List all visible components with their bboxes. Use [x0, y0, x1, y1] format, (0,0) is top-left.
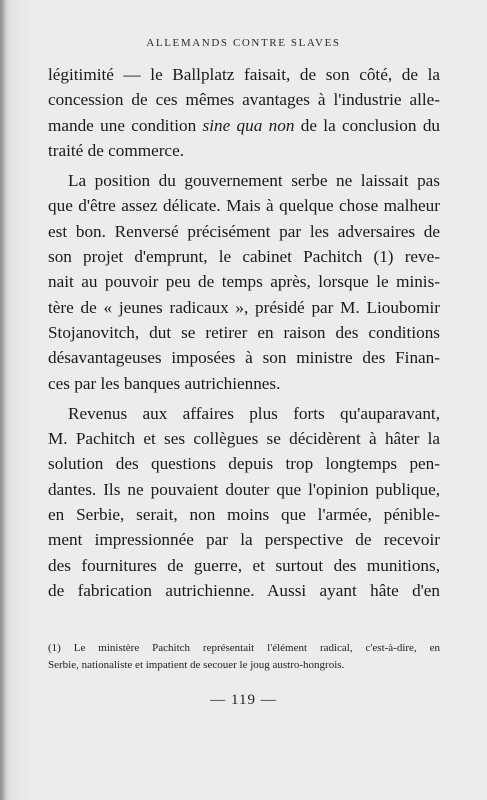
- text-line: La position du gouvernement serbe ne laissait pas: [68, 171, 440, 191]
- text-line: que d'être assez délicate. Mais à quelque chose malheur: [48, 196, 440, 216]
- running-head: ALLEMANDS CONTRE SLAVES: [146, 37, 341, 49]
- text-line: légitimité — le Ballplatz faisait, de son côté, de la: [48, 65, 440, 84]
- text-line: de fabrication autrichienne. Aussi ayant hâte d'en: [48, 580, 440, 600]
- text-line: concession de ces mêmes avantages à l'industrie alle-: [48, 90, 440, 110]
- page-number: — 119 —: [210, 692, 277, 708]
- latin-phrase: sine qua non: [202, 115, 295, 135]
- text-line: solution des questions depuis trop longtemps pen-: [48, 454, 440, 474]
- text-line: des fournitures de guerre, et surtout des munitions,: [48, 555, 440, 575]
- text-line: mande une condition sine qua non de la conclusion du: [48, 115, 441, 135]
- text-line: désavantageuses imposées à son ministre des Finan-: [48, 348, 440, 368]
- paragraph-3: [48, 401, 440, 603]
- text-line: M. Pachitch et ses collègues se décidèrent à hâter la: [48, 429, 440, 449]
- footnote-line: (1) Le ministère Pachitch représentait l'élément radical, c'est-à-dire, en: [48, 642, 440, 654]
- text-line: Revenus aux affaires plus forts qu'auparavant,: [68, 403, 440, 423]
- text-line: traité de commerce.: [48, 140, 184, 160]
- text-line: en Serbie, serait, non moins que l'armée, pénible-: [48, 505, 440, 525]
- footnote-line: Serbie, nationaliste et impatient de secouer le joug austro-hongrois.: [48, 659, 345, 671]
- text-line: ces par les banques autrichiennes.: [48, 373, 281, 393]
- text-line: nait au pouvoir peu de temps après, lorsque le minis-: [48, 272, 440, 292]
- text-line: ment impressionnée par la perspective de recevoir: [48, 530, 440, 550]
- text-line: son projet d'emprunt, le cabinet Pachitch (1) reve-: [48, 247, 440, 267]
- footnote: [48, 640, 440, 674]
- text-line: dantes. Ils ne pouvaient douter que l'opinion publique,: [48, 479, 440, 499]
- paragraph-2: [48, 168, 440, 396]
- body-text: [48, 62, 440, 603]
- paragraph-1: [48, 62, 440, 163]
- text-line: Stojanovitch, dut se retirer en raison des conditions: [48, 322, 440, 342]
- page-edge-shadow: [0, 0, 6, 800]
- text-line: tère de « jeunes radicaux », présidé par M. Lioubomir: [48, 297, 440, 317]
- text-line: est bon. Renversé précisément par les adversaires de: [48, 221, 440, 241]
